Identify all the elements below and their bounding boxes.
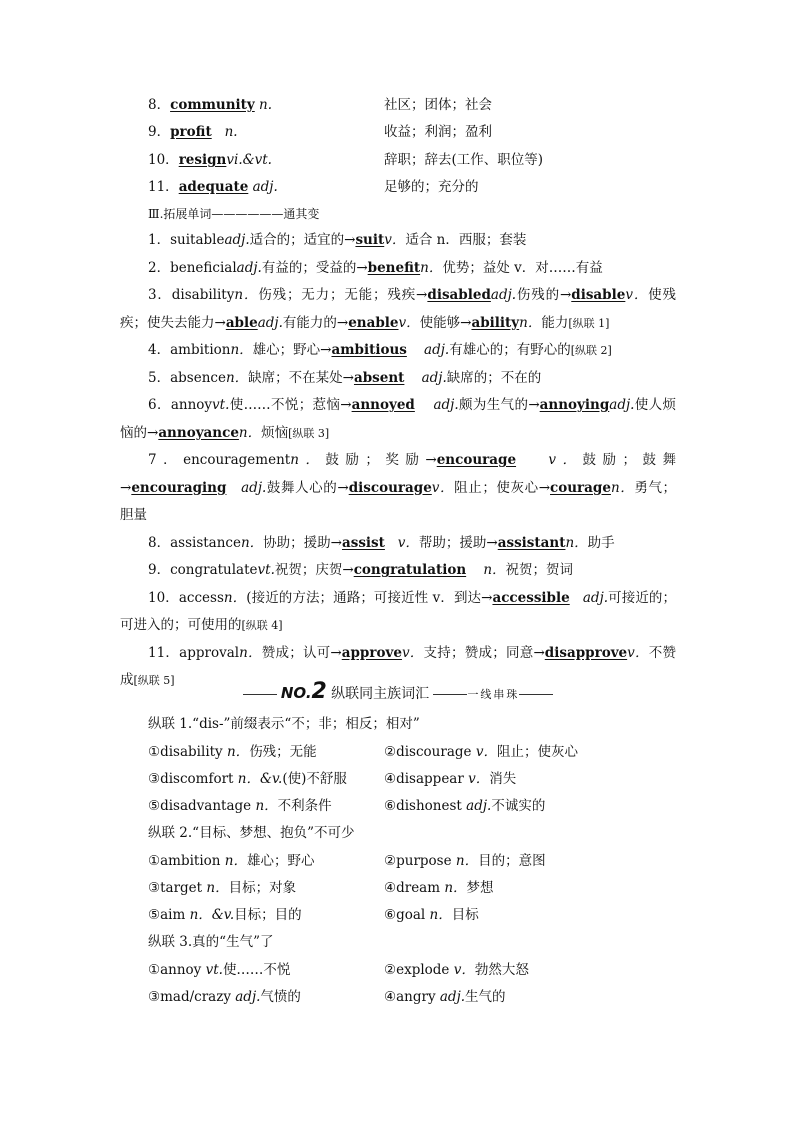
ext-item-4: 4．ambitionn．雄心；野心→ambitious adj.有雄心的；有野心的[纵联 2] xyxy=(148,342,612,358)
group-title: 纵联 1.“dis-”前缀表示“不；非；相反；相对” xyxy=(148,716,420,732)
vocab-word: resign xyxy=(178,152,227,168)
vocab-word: profit xyxy=(170,124,212,140)
group-row: ③discomfort n．&v.(使)不舒服 ④disappear v．消失 xyxy=(148,771,517,787)
vocab-meaning: 辞职；辞去(工作、职位等) xyxy=(384,152,544,168)
cross-ref: [纵联 5] xyxy=(133,674,175,687)
group-row: ⑤disadvantage n．不利条件 ⑥dishonest adj.不诚实的 xyxy=(148,798,546,814)
ext-item-11: 11．approvaln．赞成；认可→approvev．支持；赞成；同意→disapprovev．不赞成[纵联 5] xyxy=(120,644,676,688)
group-title: 纵联 3.真的“生气”了 xyxy=(148,934,274,950)
group-title: 纵联 2.“目标、梦想、抱负”不可少 xyxy=(148,825,355,841)
group-row: ③target n．目标；对象 ④dream n．梦想 xyxy=(148,880,494,896)
banner-no: NO. xyxy=(280,684,312,702)
group-row: ③mad/crazy adj.气愤的 ④angry adj.生气的 xyxy=(148,989,506,1005)
ext-item-3: 3．disabilityn．伤残；无力；无能；残疾→disabledadj.伤残的→disablev．使残疾；使失去能力→ableadj.有能力的→enablev．使能够→abilityn．能力[纵联 1] xyxy=(120,287,677,331)
vocab-word: adequate xyxy=(178,179,249,195)
group-row: ①annoy vt.使……不悦 ②explode v．勃然大怒 xyxy=(148,962,529,978)
ext-item-7: 7．encouragementn．鼓励；奖励→encourage v．鼓励；鼓舞→encouraging adj.鼓舞人心的→discouragev．阻止；使灰心→couragen．勇气；胆量 xyxy=(120,452,677,523)
vocab-meaning: 收益；利润；盈利 xyxy=(384,124,492,140)
banner-number: 2 xyxy=(311,679,327,704)
ext-item-5: 5．absencen．缺席；不在某处→absent adj.缺席的；不在的 xyxy=(148,369,542,386)
vocab-row: 8．community n. 社区；团体；社会 xyxy=(148,94,688,116)
vocab-meaning: 足够的；充分的 xyxy=(384,179,479,195)
ext-item-6: 6．annoyvt.使……不悦；惹恼→annoyed adj.颇为生气的→annoyingadj.使人烦恼的→annoyancen．烦恼[纵联 3] xyxy=(120,397,677,441)
section-heading: Ⅲ.拓展单词——————通其变 xyxy=(148,207,320,221)
vocab-row: 9．profit n. 收益；利润；盈利 xyxy=(148,121,688,143)
vocab-row: 11．adequate adj. 足够的；充分的 xyxy=(148,176,688,198)
vocab-row: 10．resignvi.&vt. 辞职；辞去(工作、职位等) xyxy=(148,149,688,171)
vocab-meaning: 社区；团体；社会 xyxy=(384,97,492,113)
extension-list xyxy=(120,227,676,695)
cross-ref: [纵联 4] xyxy=(241,619,283,632)
group-row: ⑤aim n．&v.目标；目的 ⑥goal n．目标 xyxy=(148,907,479,923)
cross-ref: [纵联 1] xyxy=(568,316,610,330)
banner-title: 纵联同主族词汇 xyxy=(331,686,430,702)
cross-ref: [纵联 2] xyxy=(570,344,612,357)
banner-subtitle: 一线串珠 xyxy=(467,688,520,701)
group-row: ①disability n．伤残；无能 ②discourage v．阻止；使灰心 xyxy=(148,744,578,760)
group-row: ①ambition n．雄心；野心 ②purpose n．目的；意图 xyxy=(148,853,546,869)
section-banner xyxy=(120,679,676,703)
cross-ref: [纵联 3] xyxy=(288,426,330,440)
vocab-word: community xyxy=(170,97,255,113)
ext-item-2: 2．beneficialadj.有益的；受益的→benefitn．优势；益处 v．对……有益 xyxy=(148,259,603,276)
ext-item-1: 1．suitableadj.适合的；适宜的→suitv．适合 n．西服；套装 xyxy=(148,232,527,248)
ext-item-9: 9．congratulatevt.祝贺；庆贺→congratulation n．祝贺；贺词 xyxy=(148,562,574,578)
ext-item-10: 10．accessn．(接近的方法；通路；可接近性 v．到达→accessible adj.可接近的；可进入的；可使用的[纵联 4] xyxy=(120,589,676,633)
ext-item-8: 8．assistancen．协助；援助→assist v．帮助；援助→assistantn．助手 xyxy=(148,534,615,551)
